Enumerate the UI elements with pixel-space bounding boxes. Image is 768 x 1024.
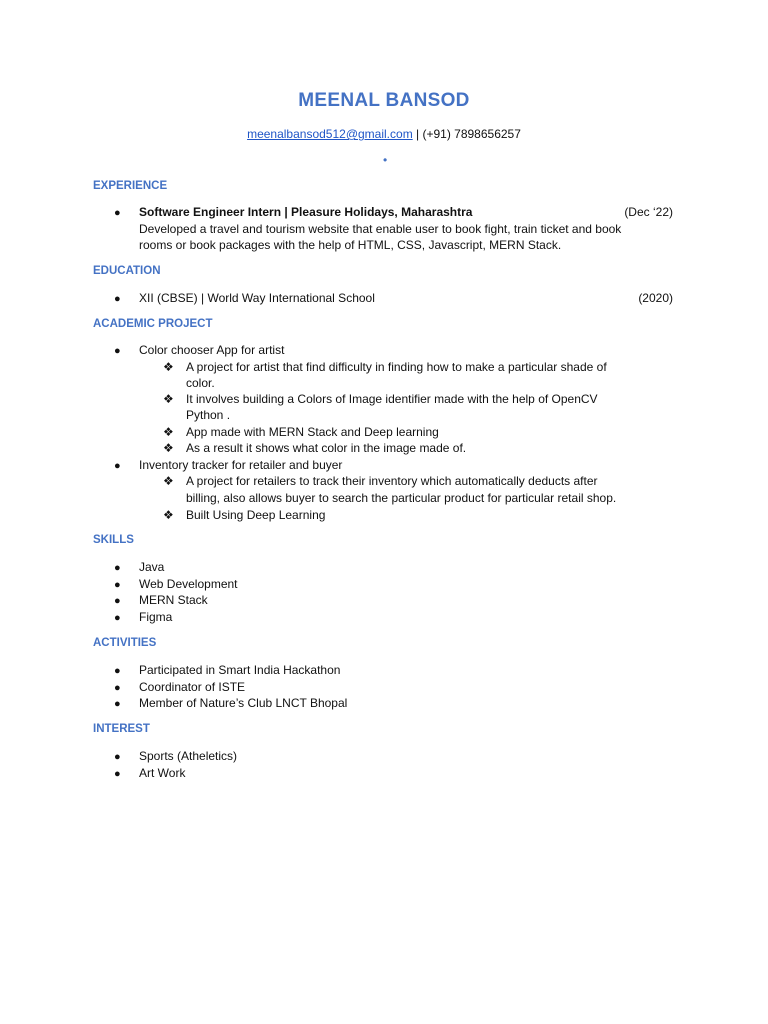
bullet-icon: ● [114, 207, 121, 219]
bullet-icon: ● [114, 682, 121, 694]
bullet-icon: ● [114, 665, 121, 677]
project-1-point: A project for artist that find difficulty in finding how to make a particular shade of [186, 360, 607, 374]
skill-item: Java [139, 560, 165, 574]
skill-item: Web Development [139, 577, 238, 591]
section-heading-experience: EXPERIENCE [93, 180, 168, 192]
diamond-bullet-icon: ❖ [163, 441, 174, 455]
project-2-title: Inventory tracker for retailer and buyer [139, 458, 343, 472]
experience-line-1: Developed a travel and tourism website that enable user to book fight, train ticket and book [139, 222, 622, 236]
project-1-point: color. [186, 376, 215, 390]
education-entry: XII (CBSE) | World Way International School [139, 291, 375, 305]
skill-item: MERN Stack [139, 593, 208, 607]
interest-item: Sports (Atheletics) [139, 749, 238, 763]
section-heading-education: EDUCATION [93, 265, 161, 277]
diamond-bullet-icon: ❖ [163, 508, 174, 522]
interest-item: Art Work [139, 766, 186, 780]
bullet-icon: ● [114, 768, 121, 780]
contact-line [0, 127, 768, 141]
activity-item: Participated in Smart India Hackathon [139, 663, 341, 677]
bullet-icon: ● [114, 751, 121, 763]
project-1-point: Python . [186, 408, 231, 422]
email-link[interactable]: meenalbansod512@gmail.com [247, 127, 413, 141]
bullet-icon: ● [114, 698, 121, 710]
bullet-icon: ● [114, 293, 121, 305]
activity-item: Member of Nature’s Club LNCT Bhopal [139, 696, 348, 710]
bullet-icon: ● [114, 345, 121, 357]
activity-item: Coordinator of ISTE [139, 680, 246, 694]
skill-item: Figma [139, 610, 173, 624]
section-heading-skills: SKILLS [93, 534, 134, 546]
experience-title: Software Engineer Intern | Pleasure Holidays, Maharashtra [139, 205, 473, 219]
bullet-icon: ● [114, 460, 121, 472]
project-1-point: It involves building a Colors of Image identifier made with the help of OpenCV [186, 392, 598, 406]
bullet-icon: ● [114, 595, 121, 607]
diamond-bullet-icon: ❖ [163, 474, 174, 488]
diamond-bullet-icon: ❖ [163, 392, 174, 406]
project-1-point: App made with MERN Stack and Deep learning [186, 425, 439, 439]
diamond-bullet-icon: ❖ [163, 425, 174, 439]
project-1-title: Color chooser App for artist [139, 343, 285, 357]
resume-name: MEENAL BANSOD [298, 90, 470, 111]
header-dot: • [383, 153, 388, 167]
diamond-bullet-icon: ❖ [163, 360, 174, 374]
education-year: (2020) [638, 291, 673, 305]
bullet-icon: ● [114, 612, 121, 624]
project-1-point: As a result it shows what color in the image made of. [186, 441, 467, 455]
project-2-point: billing, also allows buyer to search the particular product for particular retail shop. [186, 491, 617, 505]
experience-line-2: rooms or book packages with the help of HTML, CSS, Javascript, MERN Stack. [139, 238, 562, 252]
section-heading-interest: INTEREST [93, 723, 150, 735]
bullet-icon: ● [114, 579, 121, 591]
phone-text: | (+91) 7898656257 [412, 127, 521, 141]
experience-date: (Dec ‘22) [624, 205, 673, 219]
project-2-point: A project for retailers to track their inventory which automatically deducts after [186, 474, 598, 488]
section-heading-projects: ACADEMIC PROJECT [93, 318, 213, 330]
section-heading-activities: ACTIVITIES [93, 637, 157, 649]
project-2-point: Built Using Deep Learning [186, 508, 326, 522]
bullet-icon: ● [114, 562, 121, 574]
